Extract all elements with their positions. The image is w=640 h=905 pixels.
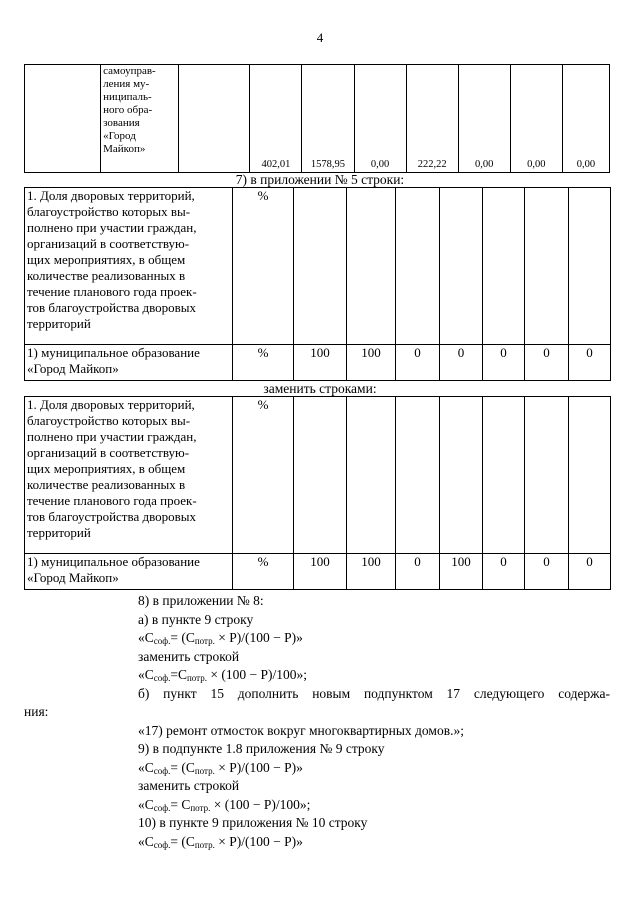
table-row	[25, 345, 611, 381]
municipality-label: 1) муниципальное образование «Город Майкоп»	[25, 554, 233, 590]
formula: «$C_{соф.}= (C_{потр.} \times P)/(100 - P)$»	[138, 833, 303, 850]
table-cell: 100	[347, 345, 396, 381]
indicator-label: 1. Доля дворовых территорий, благоустройство которых вы- полнено при участии граждан, организаций в соответствую- щих мероприятиях, в общем количестве реализованных в течение планового года проек- тов благоустройства дворовых территорий	[25, 397, 233, 554]
paragraph: 8) в приложении № 8:	[138, 593, 264, 608]
table-cell: 0,00	[458, 65, 510, 173]
table-cell: 0	[569, 554, 611, 590]
row-label: самоуправ- ления му- ниципаль- ного обра- зования «Город Майкоп»	[101, 65, 179, 173]
unit-cell: %	[233, 345, 294, 381]
formula: «$C_{соф.}=C_{потр.} \times (100 - P)/100$»;	[138, 667, 307, 683]
paragraph: 10) в пункте 9 приложения № 10 строку	[138, 815, 368, 830]
table-old-rows	[24, 187, 611, 381]
municipality-label: 1) муниципальное образование «Город Майкоп»	[25, 345, 233, 381]
table-cell: 222,22	[406, 65, 458, 173]
table-cell: 100	[294, 554, 347, 590]
table-continuation	[24, 64, 610, 173]
table-row	[25, 554, 611, 590]
table-new-rows	[24, 396, 611, 590]
formula: «$C_{соф.}= (C_{потр.} \times P)/(100 - P)$»	[138, 759, 303, 776]
table-cell: 0,00	[562, 65, 609, 173]
table-cell: 0	[483, 345, 525, 381]
formula: «$C_{соф.}= (C_{потр.} \times P)/(100 - P)$»	[138, 630, 303, 646]
paragraph: б) пункт 15 дополнить новым подпунктом 17 следующего содержа-	[138, 685, 610, 701]
paragraph: ния:	[24, 704, 49, 719]
paragraph: а) в пункте 9 строку	[138, 611, 254, 627]
paragraph: заменить строкой	[138, 778, 240, 793]
table-cell: 0,00	[354, 65, 406, 173]
table-cell: 0	[569, 345, 611, 381]
table-cell: 0,00	[510, 65, 562, 173]
paragraph: заменить строкой	[138, 648, 240, 664]
replace-label: заменить строками:	[263, 381, 377, 396]
table-cell: 0	[396, 554, 440, 590]
paragraph: 9) в подпункте 1.8 приложения № 9 строку	[138, 741, 385, 756]
formula: «$C_{соф.}= C_{потр.} \times (100 - P)/100$»;	[138, 796, 311, 813]
section-heading: 7) в приложении № 5 строки:	[235, 172, 405, 187]
table-cell: 0	[483, 554, 525, 590]
unit-cell: %	[233, 554, 294, 590]
table-cell: 0	[525, 345, 569, 381]
table-row	[25, 188, 611, 345]
table-cell: 1578,95	[302, 65, 354, 173]
table-row	[25, 65, 610, 173]
table-cell: 0	[525, 554, 569, 590]
amendment-text	[24, 592, 610, 851]
unit-cell: %	[233, 397, 294, 554]
table-cell: 0	[440, 345, 483, 381]
table-cell: 100	[294, 345, 347, 381]
table-cell: 0	[396, 345, 440, 381]
table-cell: 402,01	[250, 65, 302, 173]
table-cell: 100	[347, 554, 396, 590]
table-row	[25, 397, 611, 554]
page-number: 4	[316, 30, 324, 45]
unit-cell: %	[233, 188, 294, 345]
table-cell: 100	[440, 554, 483, 590]
paragraph: «17) ремонт отмосток вокруг многоквартирных домов.»;	[138, 722, 464, 738]
indicator-label: 1. Доля дворовых территорий, благоустройство которых вы- полнено при участии граждан, организаций в соответствую- щих мероприятиях, в общем количестве реализованных в течение планового года проек- тов благоустройства дворовых территорий	[25, 188, 233, 345]
